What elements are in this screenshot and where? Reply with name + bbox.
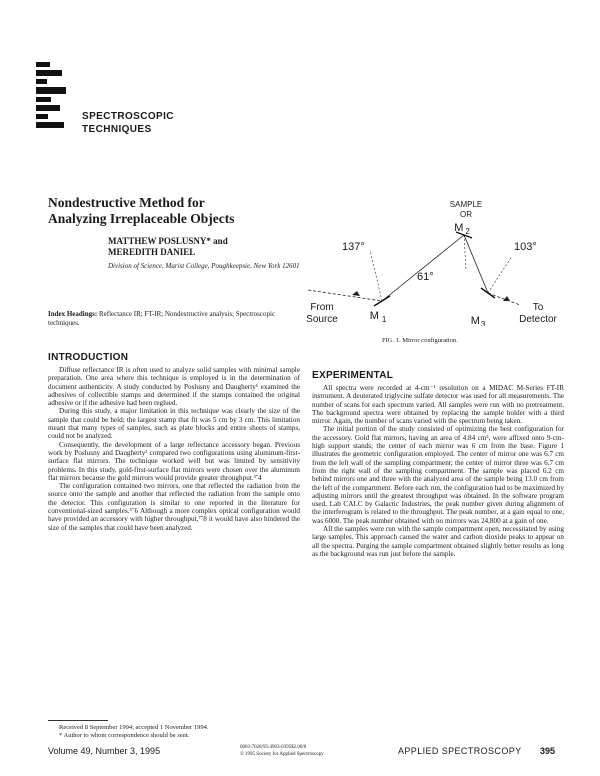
- section-marker-bars: [36, 62, 66, 132]
- label-source: Source: [306, 314, 338, 325]
- section-heading: [82, 110, 174, 136]
- paragraph: All spectra were recorded at 4-cm⁻¹ resolution on a MIDAC M-Series FT-IR instrument. A deuterated triglycine sulfate detector was used for all measurements. The number of scans for each spectrum varied. All samples were run with no pretreatment. The background spectra were obtained by replacing the sample holder with a third mirror. Again, the number of scans varied with the spectrum being taken.: [312, 384, 564, 426]
- index-headings-label: Index Headings:: [48, 310, 98, 318]
- article-title-line1: Nondestructive Method for: [48, 195, 205, 210]
- authors-line2: MEREDITH DANIEL: [108, 247, 196, 257]
- author-list: [108, 236, 303, 258]
- mirror-m3: [481, 288, 495, 298]
- heading-introduction: INTRODUCTION: [48, 352, 129, 363]
- paragraph: Diffuse reflectance IR is often used to analyze solid samples with minimal sample preparation. One area where this technique is employed is in the determination of document authenticity. A study conducted by Poslusny and Daugherty¹ examined the adhesives of collectible stamps and determined if the stamps contained the original adhesive or if the adhesive had been reglued.: [48, 366, 300, 408]
- angle-guide-center: [464, 235, 466, 270]
- angle-guide-left: [370, 250, 382, 301]
- label-m1: M $_1$: [369, 310, 387, 324]
- section-heading-line1: SPECTROSCOPIC: [82, 111, 174, 122]
- mirror-m1: [374, 296, 390, 306]
- paragraph: All the samples were run with the sample compartment open, necessitated by using large samples. This approach caused the water and carbon dioxide peaks to appear on all the spectra. Purging the sample compartment obtained slightly better results as long as the background was run just before the sample.: [312, 525, 564, 558]
- paragraph: The configuration contained two mirrors, one that reflected the radiation from the source onto the sample and another that reflected the radiation from the sample onto the detector. This configuration is similar to one reported in the literature for conventional-sized samples.⁵˘6 Although a more complex optical configuration would have provided an accessory with higher throughput,⁷˘8 it would have also hindered the size of the samples that could have been analyzed.: [48, 482, 300, 532]
- footnotes: [48, 724, 300, 740]
- beam-m1-to-sample: [382, 235, 464, 301]
- footnote-received: Received 8 September 1994; accepted 1 November 1994.: [59, 724, 209, 731]
- beam-sample-to-m3: [464, 235, 488, 293]
- heading-experimental: EXPERIMENTAL: [312, 370, 394, 381]
- footnote-divider: [48, 720, 108, 721]
- label-from: From: [310, 302, 334, 313]
- author-affiliation: Division of Science, Marist College, Poughkeepsie, New York 12601: [108, 262, 300, 270]
- section-heading-line2: TECHNIQUES: [82, 124, 152, 135]
- footer-issn: 0003-7028/95/4903-0395$2.00/0: [240, 745, 307, 750]
- paragraph: The initial portion of the study consisted of optimizing the best configuration for the accessory. Gold flat mirrors, having an area of 4.84 cm², were affixed onto 9-cm-high support stands; the center of each mirror was 6 cm from the base. Figure 1 illustrates the geometric configuration employed. The center of mirror one was 6.7 cm from the left wall of the sampling compartment; the center of mirror three was 6.7 cm from the right wall of the sampling compartment. The sample was placed 6.2 cm behind mirrors one and three with the analyzed area of the sample being 13.0 cm from the left of the compartment. Before each run, the configuration had to be maximized by adjusting mirrors until the greatest throughput was obtained. In the software program used, Lab CALC by Galactic Industries, the peak number given during alignment of the interferogram is related to the throughput. The peak number, at a gain equal to one, was 6000. The peak number obtained with no mirrors was 24,800 at a gain of one.: [312, 425, 564, 525]
- footnote-author: * Author to whom correspondence should be sent.: [59, 732, 190, 739]
- paragraph: Consequently, the development of a large reflectance accessory began. Previous work by Poslusny and Daugherty² compared two configurations using aluminum-first-surface flat mirrors. The technique worked well but was limited by sensitivity problems. In this study, gold-first-surface flat mirrors were chosen over the aluminum flat mirrors because the gold mirrors would provide greater throughput.³˘4: [48, 440, 300, 482]
- article-title: [48, 195, 278, 227]
- label-detector: Detector: [519, 314, 557, 325]
- footer-volume: Volume 49, Number 3, 1995: [48, 746, 161, 756]
- footer-copyright: © 1995 Society for Applied Spectroscopy: [240, 751, 324, 757]
- label-to: To: [532, 302, 544, 313]
- label-angle-61: 61°: [417, 271, 434, 283]
- article-title-line2: Analyzing Irreplaceable Objects: [48, 211, 235, 226]
- label-m3: $M_3$: [470, 315, 486, 326]
- beam-m3-to-detector: [488, 293, 520, 305]
- label-or: OR: [460, 210, 472, 219]
- mirror-configuration-figure: [300, 198, 562, 326]
- label-angle-103: 103°: [514, 241, 537, 253]
- figure-caption: FIG. 1. Mirror configuration.: [382, 337, 458, 344]
- label-sample: SAMPLE: [449, 200, 483, 209]
- experimental-text: [312, 384, 564, 558]
- footer-journal-name: APPLIED SPECTROSCOPY: [398, 746, 522, 756]
- introduction-text: [48, 366, 300, 532]
- footer-issn-copyright: [240, 745, 324, 758]
- paragraph: During this study, a major limitation in this technique was clearly the size of the sample that could be held; the largest stamp that fit was 5 cm by 3 cm. This limitation meant that many types of samples, such as plate blocks and entire sheets of stamps, could not be analyzed.: [48, 407, 300, 441]
- beam-arrow-1: [352, 291, 360, 296]
- beam-source-to-m1: [308, 290, 382, 301]
- index-headings-text: Reflectance IR; FT-IR; Nondestructive analysis; Spectroscopic techniques.: [48, 310, 276, 327]
- angle-guide-right: [488, 256, 512, 293]
- authors-line1: MATTHEW POSLUSNY* and: [108, 236, 228, 246]
- footer-page-number: 395: [540, 746, 556, 756]
- beam-arrow-2: [503, 296, 510, 301]
- label-m2: M $_2$: [454, 222, 470, 236]
- index-headings: [48, 310, 300, 328]
- label-angle-137: 137°: [342, 241, 365, 253]
